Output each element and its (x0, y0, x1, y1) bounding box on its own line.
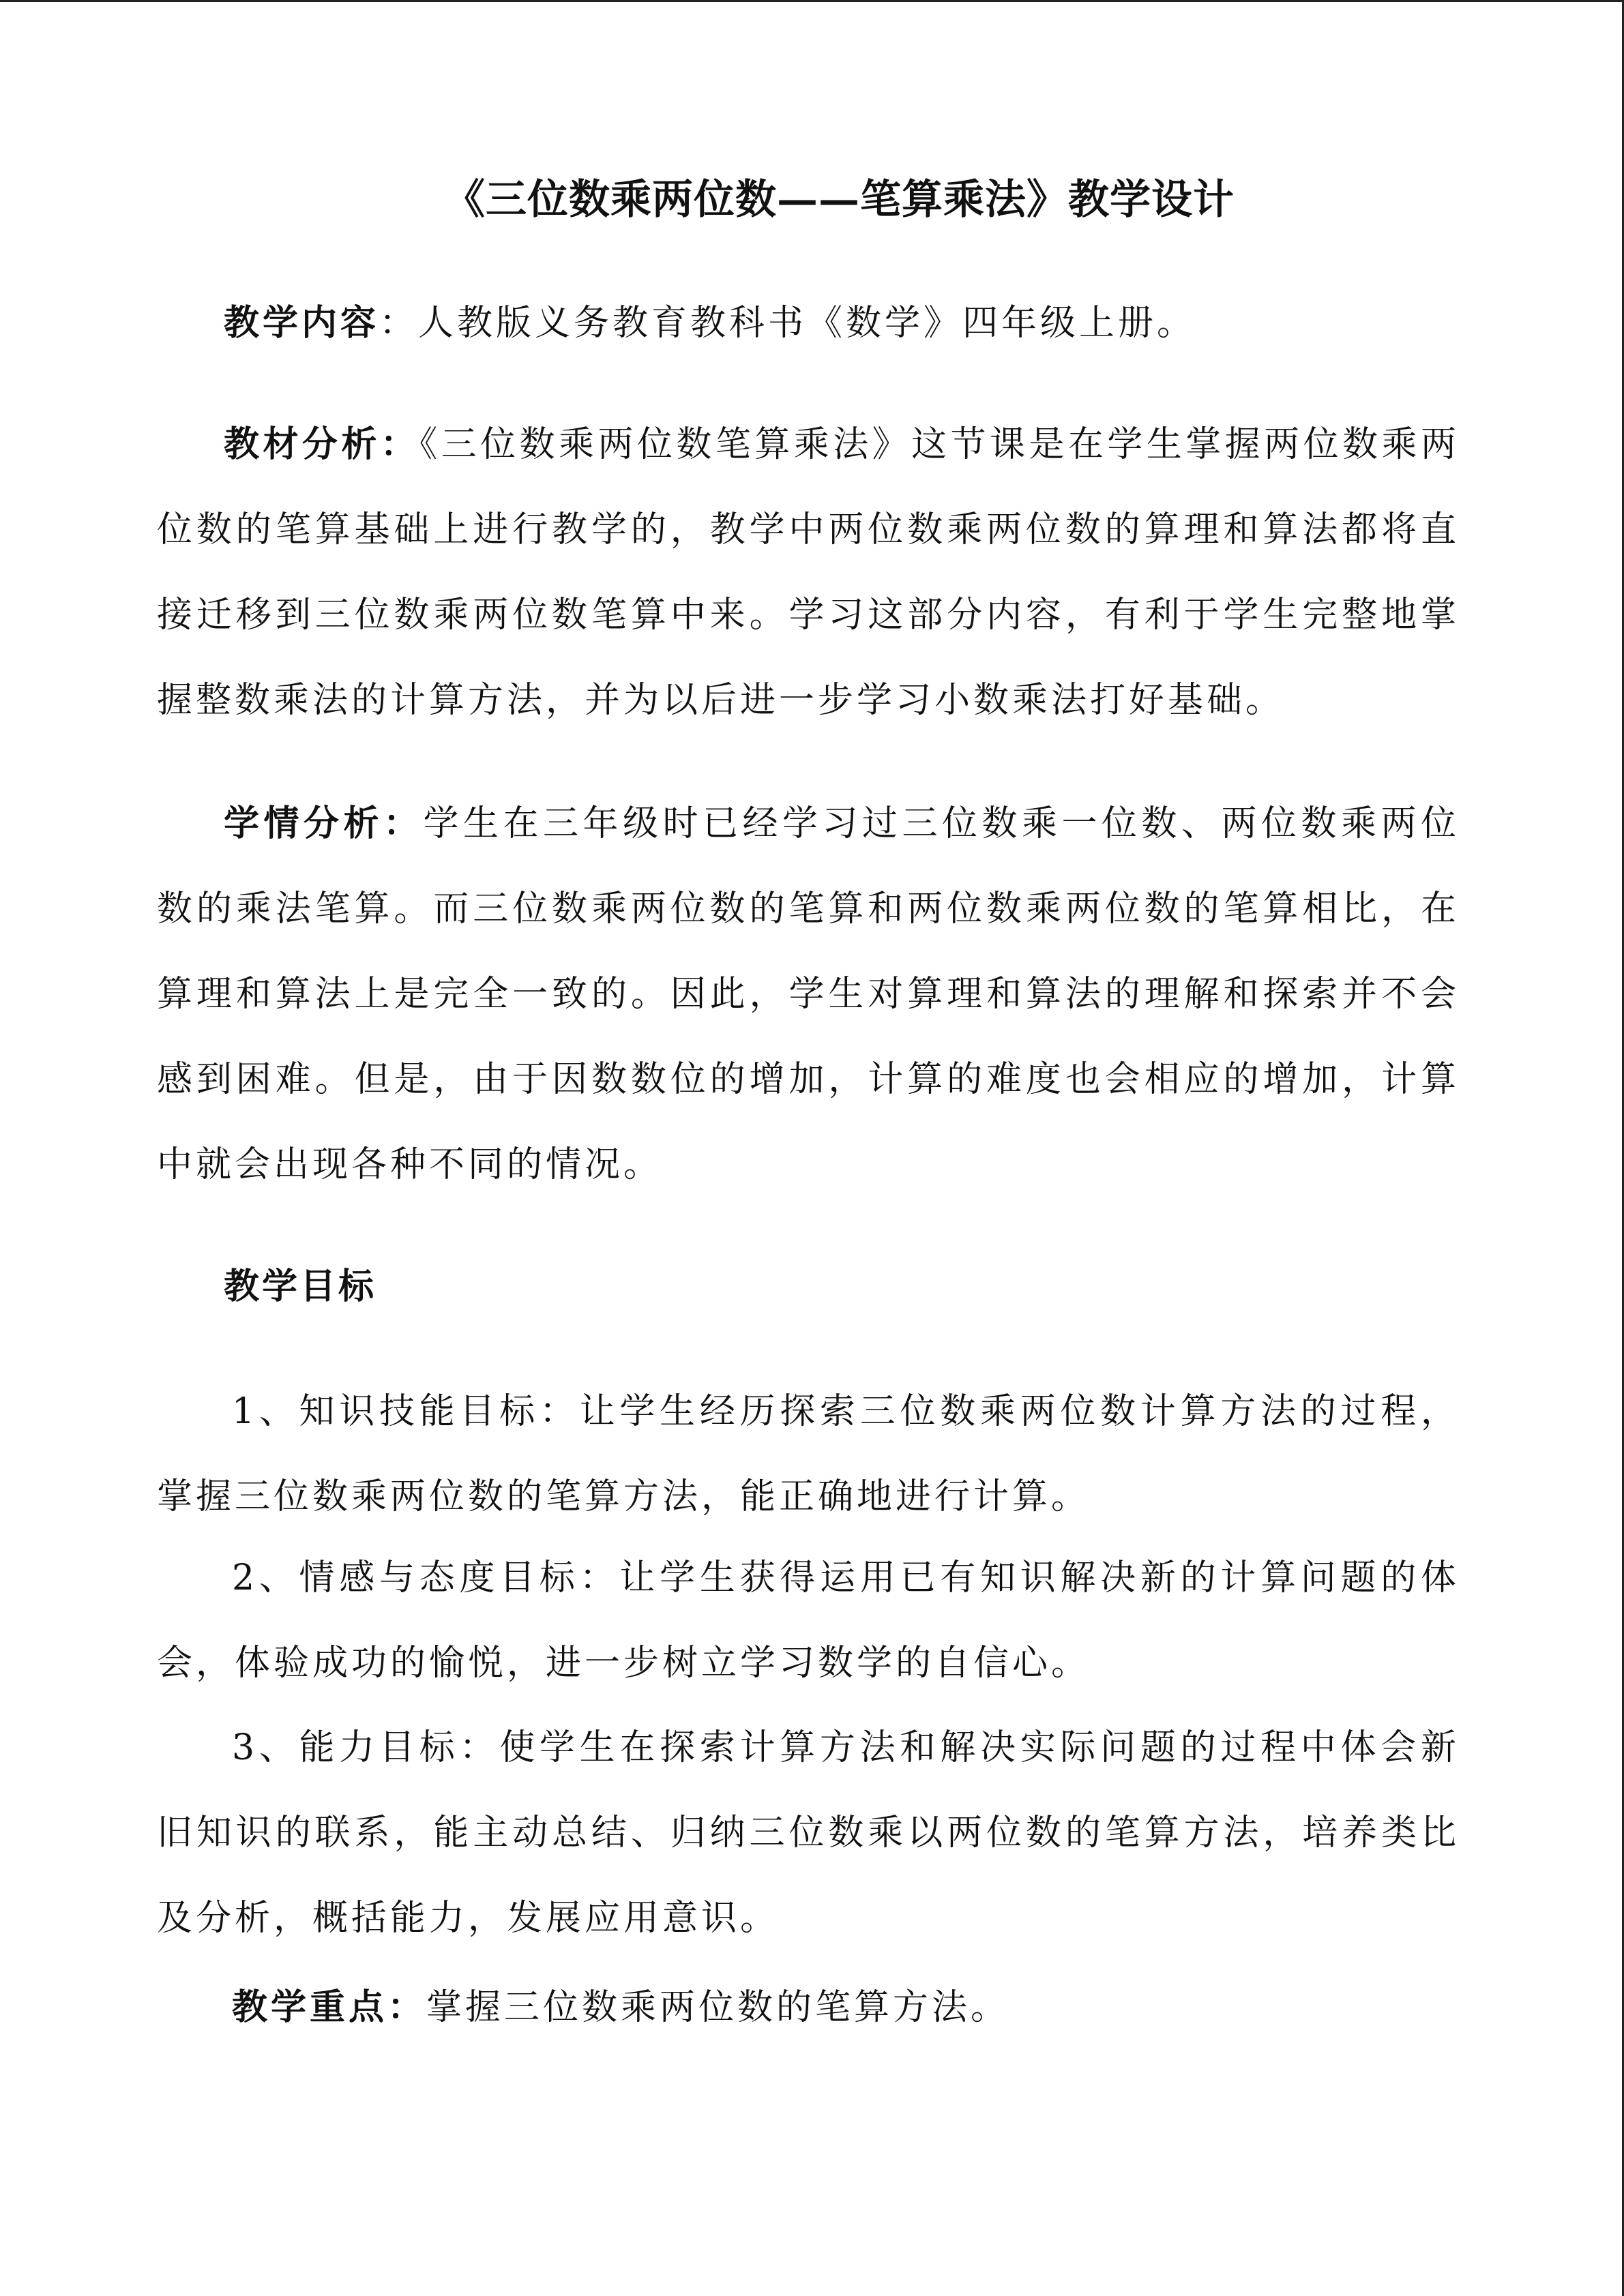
key-point-label: 教学重点： (232, 1987, 427, 2028)
student-analysis-text: 学生在三年级时已经学习过三位数乘一位数、两位数乘两位数的乘法笔算。而三位数乘两位数的笔算和两位数乘两位数的笔算相比，在算理和算法上是完全一致的。因此，学生对算理和算法的理解和探索并不会感到困难。但是，由于因数数位的增加，计算的难度也会相应的增加，计算中就会出现各种不同的情况。 (157, 803, 1460, 1185)
teaching-content-separator: ： (379, 303, 419, 344)
teaching-content-paragraph (157, 281, 1460, 366)
objective-item: 2、情感与态度目标：让学生获得运用已有知识解决新的计算问题的体会，体验成功的愉悦，进一步树立学习数学的自信心。 (157, 1557, 1460, 1684)
key-point-text: 掌握三位数乘两位数的笔算方法。 (426, 1987, 1010, 2028)
objectives-heading: 教学目标 (224, 1266, 377, 1307)
document-title: 《三位数乘两位数——笔算乘法》教学设计 (444, 176, 1235, 224)
teaching-content-text: 人教版义务教育教科书《数学》四年级上册。 (418, 303, 1196, 344)
objective-item: 1、知识技能目标：让学生经历探索三位数乘两位数计算方法的过程，掌握三位数乘两位数的笔算方法，能正确地进行计算。 (157, 1391, 1460, 1517)
student-analysis-paragraph (157, 781, 1460, 1208)
page-border-top (0, 0, 1624, 2)
material-analysis-label: 教材分析： (224, 424, 420, 465)
key-point-paragraph (157, 1965, 1460, 2051)
objective-item: 3、能力目标：使学生在探索计算方法和解决实际问题的过程中体会新旧知识的联系，能主动总结、归纳三位数乘以两位数的笔算方法，培养类比及分析，概括能力，发展应用意识。 (157, 1727, 1460, 1939)
material-analysis-paragraph (157, 402, 1460, 743)
teaching-content-label: 教学内容 (224, 303, 380, 344)
material-analysis-text: 《三位数乘两位数笔算乘法》这节课是在学生掌握两位数乘两位数的笔算基础上进行教学的，教学中两位数乘两位数的算理和算法都将直接迁移到三位数乘两位数笔算中来。学习这部分内容，有利于学生完整地掌握整数乘法的计算方法，并为以后进一步学习小数乘法打好基础。 (157, 424, 1460, 721)
student-analysis-label: 学情分析： (224, 803, 424, 844)
